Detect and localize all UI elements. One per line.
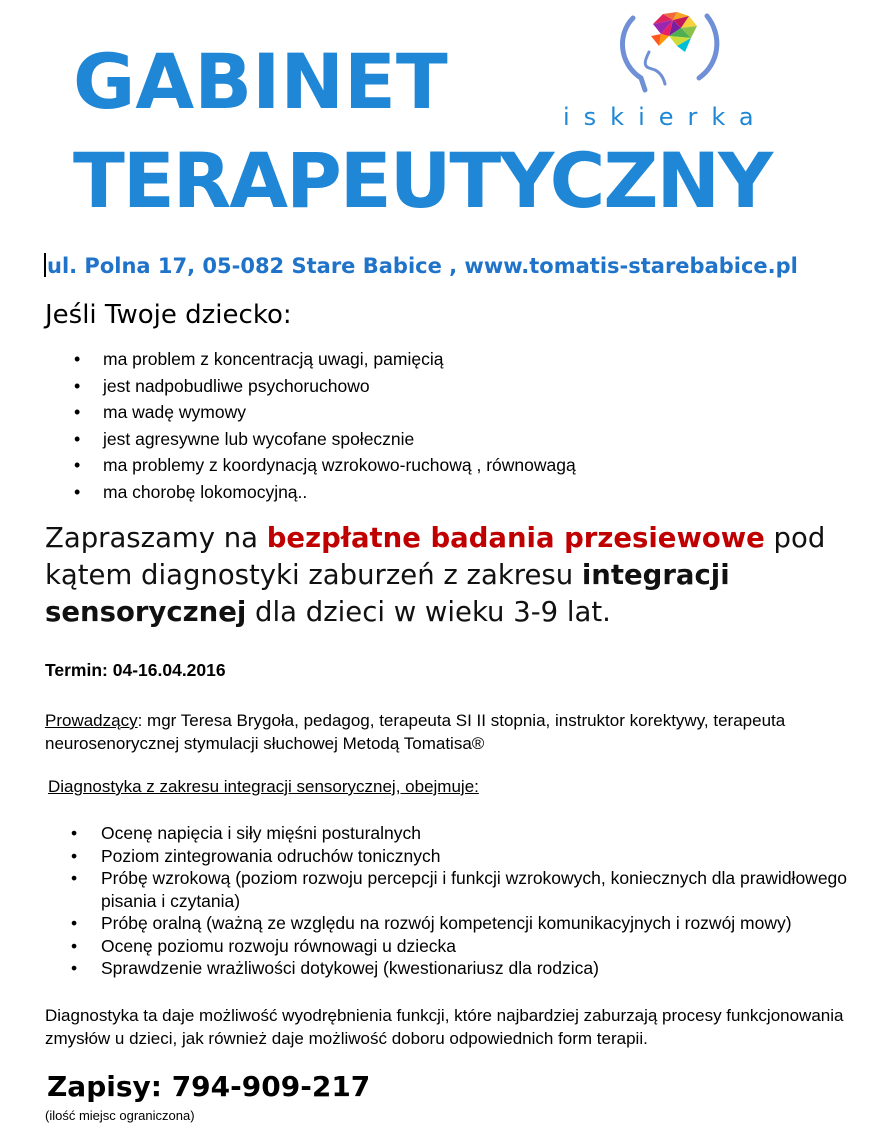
brain-head-logo-icon (615, 6, 725, 96)
invite-bold: integracji sensorycznej (45, 559, 730, 628)
list-item: • ma problem z koncentracją uwagi, pamięcią (45, 346, 576, 373)
page-title-line2: TERAPEUTYCZNY (73, 136, 772, 225)
invite-highlight: bezpłatne badania przesiewowe (266, 522, 765, 554)
lead-paragraph (45, 709, 865, 755)
list-item: • Ocenę poziomu rozwoju równowagi u dziecka (45, 935, 875, 958)
lead-text: : mgr Teresa Brygoła, pedagog, terapeuta SI II stopnia, instruktor korektywy, terapeuta neurosenorycznej stymulacji słuchowej Metodą Tomatisa® (45, 711, 786, 753)
list-item: • jest nadpobudliwe psychoruchowo (45, 373, 576, 400)
list-item: • jest agresywne lub wycofane społecznie (45, 426, 576, 453)
list-item: • Sprawdzenie wrażliwości dotykowej (kwestionariusz dla rodzica) (45, 957, 875, 980)
invite-text-1: Zapraszamy na (45, 522, 267, 554)
term-date: Termin: 04-16.04.2016 (45, 660, 226, 680)
symptoms-list (45, 346, 576, 505)
page-title-line1: GABINET (73, 37, 448, 126)
text-cursor (44, 253, 46, 277)
list-item: • ma problemy z koordynacją wzrokowo-ruchową , równowagą (45, 452, 576, 479)
address-line (44, 253, 798, 278)
intro-heading: Jeśli Twoje dziecko: (45, 300, 292, 330)
invite-text-2: pod kątem diagnostyki zaburzeń z zakresu (45, 522, 826, 591)
lead-label: Prowadzący (45, 711, 138, 730)
diagnostics-list (45, 822, 875, 980)
list-item: • Próbę oralną (ważną ze względu na rozwój kompetencji komunikacyjnych i rozwój mowy) (45, 912, 875, 935)
limited-seats-note: (ilość miejsc ograniczona) (45, 1108, 195, 1123)
invitation-paragraph (45, 520, 865, 631)
list-item: • ma chorobę lokomocyjną.. (45, 479, 576, 506)
list-item: • Ocenę napięcia i siły mięśni posturalnych (45, 822, 875, 845)
brand-name: iskierka (563, 103, 768, 131)
signup-phone: Zapisy: 794-909-217 (47, 1070, 371, 1103)
list-item: • Próbę wzrokową (poziom rozwoju percepcji i funkcji wzrokowych, koniecznych dla prawidłowego pisania i czytania) (45, 867, 875, 912)
list-item: • ma wadę wymowy (45, 399, 576, 426)
summary-paragraph: Diagnostyka ta daje możliwość wyodrębnienia funkcji, które najbardziej zaburzają procesy funkcjonowania zmysłów u dzieci, jak również daje możliwość doboru odpowiednich form terapii. (45, 1006, 844, 1048)
address-text: ul. Polna 17, 05-082 Stare Babice , www.tomatis-starebabice.pl (47, 254, 798, 278)
diagnostics-heading: Diagnostyka z zakresu integracji sensorycznej, obejmuje: (48, 777, 479, 796)
invite-text-3: dla dzieci w wieku 3-9 lat. (246, 596, 611, 628)
list-item: • Poziom zintegrowania odruchów tonicznych (45, 845, 875, 868)
